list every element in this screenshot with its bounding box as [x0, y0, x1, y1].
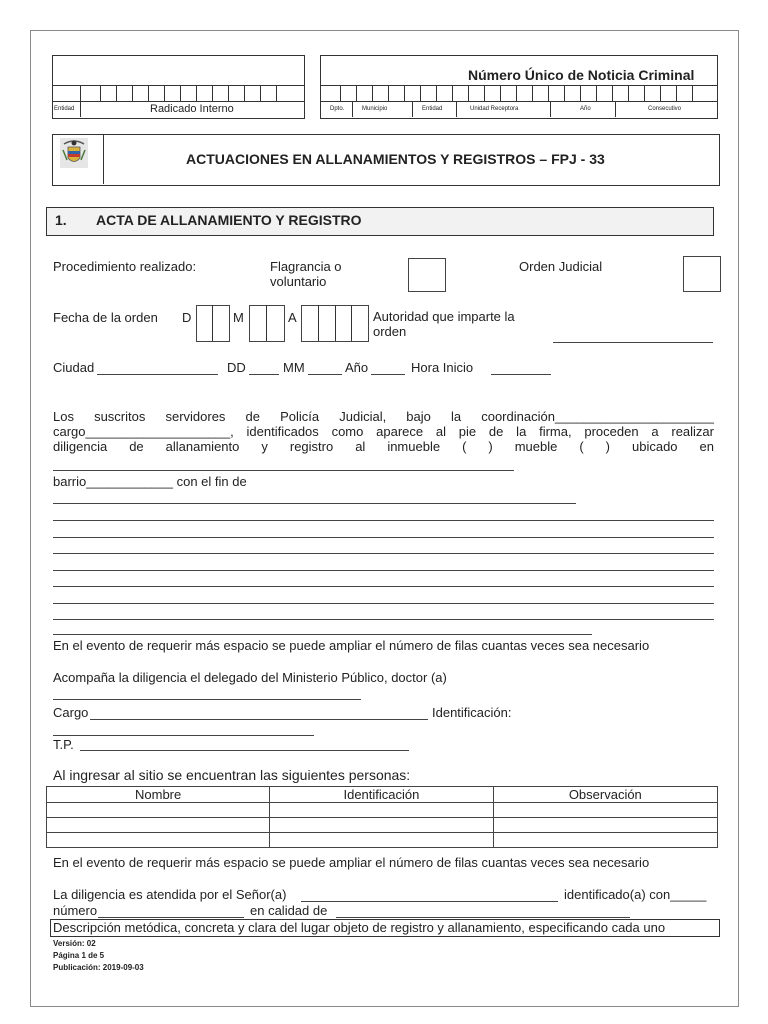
label-consecutivo: Consecutivo — [648, 106, 682, 112]
noticia-cell-divider — [452, 86, 453, 101]
radicado-cell-divider — [244, 86, 245, 101]
fin-line[interactable] — [53, 586, 714, 587]
anio-label: Año — [345, 360, 369, 375]
table-row — [47, 818, 718, 833]
noticia-cell-divider — [420, 86, 421, 101]
section-1-title: ACTA DE ALLANAMIENTO Y REGISTRO — [96, 212, 362, 228]
label-dpto: Dpto. — [330, 106, 345, 112]
ciudad-label: Ciudad — [53, 360, 95, 375]
identificado-label: identificado(a) con_____ — [564, 887, 707, 902]
flagrancia-label: Flagrancia o voluntario — [270, 259, 342, 289]
noticia-cell-divider — [352, 101, 353, 117]
anio-line[interactable] — [371, 374, 405, 375]
label-entidad: Entidad — [422, 106, 443, 112]
fecha-m-label: M — [233, 310, 244, 325]
day-field[interactable] — [196, 305, 230, 342]
radicado-cell-divider — [228, 86, 229, 101]
noticia-cell-divider — [404, 86, 405, 101]
coat-of-arms-logo — [60, 138, 88, 168]
col-identificacion: Identificación — [270, 787, 493, 803]
radicado-cell-divider — [212, 86, 213, 101]
radicado-cell-divider — [116, 86, 117, 101]
tp-line[interactable] — [80, 750, 409, 751]
entidad-label: Entidad — [54, 106, 75, 112]
cargo-line[interactable] — [90, 719, 428, 720]
table-cell[interactable] — [270, 818, 493, 833]
table-cell[interactable] — [493, 803, 717, 818]
fin-line[interactable] — [53, 634, 592, 635]
section-1-number: 1. — [55, 212, 67, 228]
year-field-divider-1 — [318, 305, 319, 341]
numero-label: número — [53, 903, 98, 918]
flagrancia-checkbox[interactable] — [408, 258, 446, 292]
orden-judicial-label: Orden Judicial — [519, 259, 603, 274]
cargo-label: Cargo — [53, 705, 89, 720]
address-line[interactable] — [53, 470, 514, 471]
noticia-cell-divider — [580, 86, 581, 101]
ampliar-note-1: En el evento de requerir más espacio se puede ampliar el número de filas cuantas veces sea necesario — [53, 638, 650, 653]
acta-paragraph — [53, 409, 714, 454]
noticia-cell-divider — [412, 101, 413, 117]
radicado-label: Radicado Interno — [150, 103, 234, 115]
fin-line-1[interactable] — [53, 503, 576, 504]
noticia-cell-divider — [468, 86, 469, 101]
noticia-cell-divider — [676, 86, 677, 101]
table-row — [47, 803, 718, 818]
fin-line[interactable] — [53, 570, 714, 571]
fin-line[interactable] — [53, 603, 714, 604]
orden-judicial-checkbox[interactable] — [683, 256, 721, 292]
noticia-cell-divider — [532, 86, 533, 101]
fin-line[interactable] — [53, 553, 714, 554]
noticia-cell-divider — [550, 101, 551, 117]
table-cell[interactable] — [47, 803, 270, 818]
radicado-divider — [52, 85, 304, 86]
calidad-label: en calidad de — [250, 903, 328, 918]
footer-pagina: Página 1 de 5 — [53, 951, 105, 960]
label-municipio: Municipio — [362, 106, 388, 112]
delegado-line[interactable] — [53, 699, 361, 700]
noticia-cell-divider — [436, 86, 437, 101]
fin-line[interactable] — [53, 619, 714, 620]
year-field-divider-2 — [335, 305, 336, 341]
year-field-divider-3 — [351, 305, 352, 341]
noticia-cell-divider — [692, 86, 693, 101]
calidad-line[interactable] — [336, 917, 630, 918]
noticia-cell-divider — [615, 101, 616, 117]
label-anio: Año — [580, 106, 591, 112]
identificacion-label: Identificación: — [432, 705, 512, 720]
tp-label: T.P. — [53, 737, 74, 752]
personas-intro: Al ingresar al sitio se encuentran las siguientes personas: — [53, 767, 411, 783]
paragraph-line-3: diligencia de allanamiento y registro al inmueble ( ) mueble ( ) ubicado en — [53, 439, 714, 454]
noticia-cell-divider — [340, 86, 341, 101]
mm-line[interactable] — [308, 374, 342, 375]
radicado-cell-divider — [180, 86, 181, 101]
radicado-cell-divider — [260, 86, 261, 101]
table-header-row — [47, 787, 718, 803]
fecha-orden-label: Fecha de la orden — [53, 310, 158, 325]
table-cell[interactable] — [270, 833, 493, 848]
form-title: ACTUACIONES EN ALLANAMIENTOS Y REGISTROS – FPJ - 33 — [186, 151, 605, 167]
noticia-cell-divider — [484, 86, 485, 101]
acompana-label: Acompaña la diligencia el delegado del Ministerio Público, doctor (a) — [53, 670, 447, 685]
label-unidad-receptora: Unidad Receptora — [470, 106, 519, 112]
numero-line[interactable] — [98, 917, 244, 918]
month-field-divider — [266, 305, 267, 341]
table-cell[interactable] — [493, 833, 717, 848]
noticia-divider-2 — [320, 101, 717, 102]
noticia-cell-divider — [564, 86, 565, 101]
dd-label: DD — [227, 360, 246, 375]
table-cell[interactable] — [270, 803, 493, 818]
noticia-cell-divider — [356, 86, 357, 101]
col-observacion: Observación — [493, 787, 717, 803]
logo-divider — [103, 135, 104, 184]
noticia-cell-divider — [644, 86, 645, 101]
barrio-label: barrio____________ con el fin de — [53, 474, 247, 489]
noticia-cell-divider — [660, 86, 661, 101]
atendida-line[interactable] — [301, 901, 558, 902]
autoridad-line[interactable] — [553, 342, 713, 343]
table-cell[interactable] — [47, 833, 270, 848]
fin-line[interactable] — [53, 520, 714, 521]
noticia-cell-divider — [388, 86, 389, 101]
noticia-cell-divider — [372, 86, 373, 101]
noticia-cell-divider — [628, 86, 629, 101]
atendida-label: La diligencia es atendida por el Señor(a) — [53, 887, 287, 902]
paragraph-line-1: Los suscritos servidores de Policía Judicial, bajo la coordinación______________________ — [53, 409, 714, 424]
col-nombre: Nombre — [47, 787, 270, 803]
radicado-cell-divider — [100, 86, 101, 101]
ampliar-note-2: En el evento de requerir más espacio se puede ampliar el número de filas cuantas veces sea necesario — [53, 855, 650, 870]
footer-version: Versión: 02 — [53, 939, 96, 948]
dd-line[interactable] — [249, 374, 279, 375]
radicado-cell-divider — [196, 86, 197, 101]
day-field-divider — [212, 305, 213, 341]
paragraph-line-2: cargo____________________, identificados como aparece al pie de la firma, proceden a realizar — [53, 424, 714, 439]
mm-label: MM — [283, 360, 305, 375]
fecha-d-label: D — [182, 310, 192, 325]
fin-line[interactable] — [53, 537, 714, 538]
noticia-cell-divider — [456, 101, 457, 117]
hora-inicio-label: Hora Inicio — [411, 360, 474, 375]
radicado-cell-divider — [132, 86, 133, 101]
descripcion-text: Descripción metódica, concreta y clara del lugar objeto de registro y allanamiento, especificando cada uno — [53, 920, 666, 935]
identificacion-line[interactable] — [53, 735, 314, 736]
noticia-cell-divider — [612, 86, 613, 101]
fecha-a-label: A — [288, 310, 297, 325]
noticia-cell-divider — [596, 86, 597, 101]
table-cell[interactable] — [493, 818, 717, 833]
noticia-divider — [320, 85, 717, 86]
personas-table — [46, 786, 718, 848]
radicado-cell-divider — [148, 86, 149, 101]
radicado-cell-divider — [80, 86, 81, 117]
table-row — [47, 833, 718, 848]
noticia-criminal-title: Número Único de Noticia Criminal — [468, 67, 695, 83]
noticia-cell-divider — [516, 86, 517, 101]
footer-publicacion: Publicación: 2019-09-03 — [53, 963, 144, 972]
noticia-cell-divider — [548, 86, 549, 101]
hora-inicio-line[interactable] — [491, 374, 551, 375]
table-cell[interactable] — [47, 818, 270, 833]
radicado-cell-divider — [164, 86, 165, 101]
month-field[interactable] — [249, 305, 285, 342]
ciudad-line[interactable] — [97, 374, 218, 375]
radicado-cell-divider — [276, 86, 277, 101]
autoridad-label: Autoridad que imparte la orden — [373, 309, 515, 339]
procedimiento-label: Procedimiento realizado: — [53, 259, 197, 274]
noticia-cell-divider — [500, 86, 501, 101]
